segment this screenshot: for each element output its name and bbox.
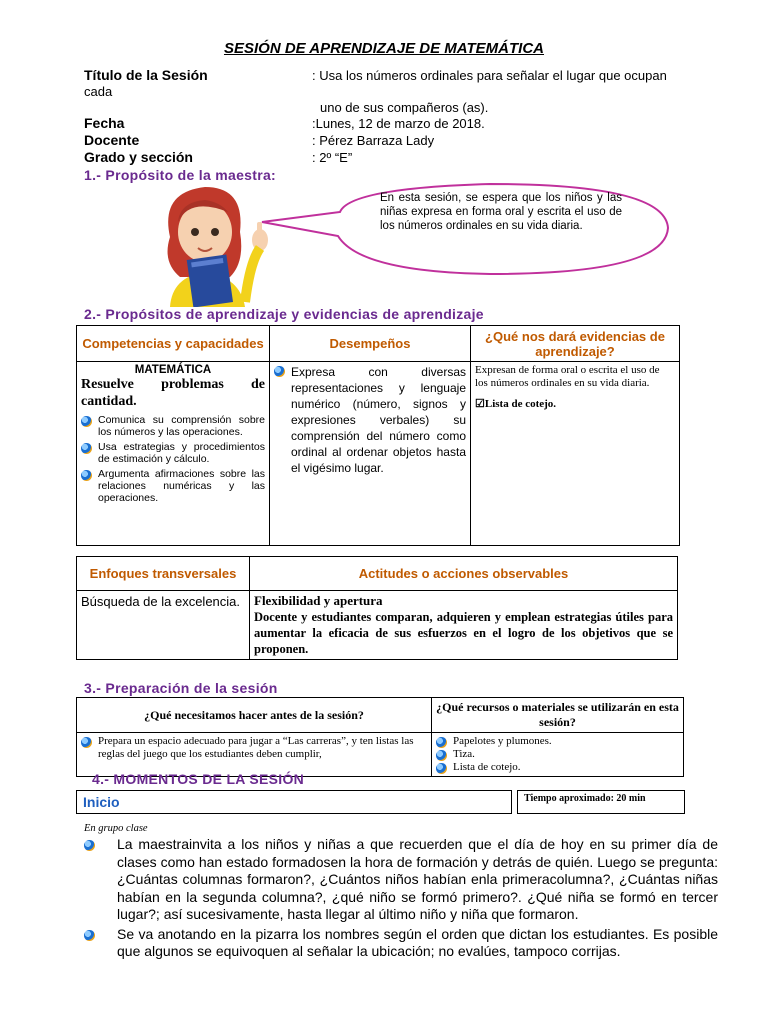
titulo-value: : Usa los números ordinales para señalar el lugar que ocupan: [312, 68, 667, 83]
bullet-icon: [436, 737, 447, 748]
capacidad-item: Comunica su comprensión sobre los números y las operaciones.: [81, 414, 265, 438]
fecha-label: Fecha: [84, 115, 125, 131]
titulo-value-wrap: cada: [84, 84, 113, 99]
titulo-value-2: uno de sus compañeros (as).: [320, 100, 489, 115]
grado-label: Grado y sección: [84, 149, 193, 165]
capacidad-item: Usa estrategias y procedimientos de estimación y cálculo.: [81, 441, 265, 465]
bullet-icon: [436, 750, 447, 761]
titulo-label: Título de la Sesión: [84, 67, 208, 83]
capacidad-item: Argumenta afirmaciones sobre las relaciones numéricas y las operaciones.: [81, 468, 265, 504]
section3-title: 3.- Preparación de la sesión: [84, 680, 278, 696]
preparacion-table: [76, 697, 684, 777]
bullet-icon: [81, 443, 92, 454]
col-competencias: Competencias y capacidades: [77, 326, 270, 362]
instrumento-text: ☑Lista de cotejo.: [475, 398, 557, 410]
bullet-icon: [436, 763, 447, 774]
col-antes: ¿Qué necesitamos hacer antes de la sesión?: [77, 698, 432, 733]
actitud-text: Docente y estudiantes comparan, adquieren y emplean estrategias útiles para aumentar la eficacia de sus esfuerzos en el logro de los objetivos que se proponen.: [254, 610, 673, 656]
competencia-name: Resuelve problemas de cantidad.: [81, 377, 265, 409]
grupo-clase: En grupo clase: [84, 823, 148, 834]
materiales-cell: [432, 733, 684, 777]
section4-title: 4.- MOMENTOS DE LA SESIÓN: [92, 771, 305, 787]
material-item: Lista de cotejo.: [436, 761, 679, 774]
col-enfoques: Enfoques transversales: [77, 557, 250, 591]
paragraph-item: Se va anotando en la pizarra los nombres según el orden que dictan los estudiantes. Es posible que algunos se equivoquen al señalar la ubicación; no evalúes, tampoco corrijas.: [84, 926, 718, 961]
paragraph-item: La maestrainvita a los niños y niñas a que recuerden que el día de hoy en su primer día de clases como han estado formadosen la hora de formación y detrás de quién. Luego se pregunta: ¿Cuántas columnas formaron?, ¿Cuántos niños habían enla primeracolumna?, ¿Cuántas niñas habían en la segunda columna?, ¿qué niño se formó primero?. ¿Qué niña se formó en tercer lugar?; así sucesivamente, hasta llegar al último niño y niña que formaron.: [84, 836, 718, 924]
bullet-icon: [81, 470, 92, 481]
material-item: Papelotes y plumones.: [436, 735, 679, 748]
bullet-icon: [84, 930, 95, 941]
col-actitudes: Actitudes o acciones observables: [250, 557, 678, 591]
speech-text: En esta sesión, se espera que los niños y las niñas expresa en forma oral y escrita el uso de los números ordinales en su vida diaria.: [380, 192, 622, 232]
learning-table: [76, 325, 680, 546]
actitud-title: Flexibilidad y apertura: [254, 593, 383, 608]
antes-cell: [77, 733, 432, 777]
actitud-cell: [250, 591, 678, 660]
bullet-icon: [81, 737, 92, 748]
col-desempenos: Desempeños: [270, 326, 471, 362]
col-materiales: ¿Qué recursos o materiales se utilizarán en esta sesión?: [432, 698, 684, 733]
fecha-value: :Lunes, 12 de marzo de 2018.: [312, 116, 485, 131]
desempenos-cell: [270, 362, 471, 546]
bullet-icon: [84, 840, 95, 851]
enfoque-cell: Búsqueda de la excelencia.: [77, 591, 250, 660]
grado-value: : 2º “E”: [312, 150, 353, 165]
material-item: Tiza.: [436, 748, 679, 761]
tiempo-box: Tiempo aproximado: 20 min: [517, 790, 685, 814]
bullet-icon: [274, 366, 285, 377]
evidencia-text: Expresan de forma oral o escrita el uso de los números ordinales en su vida diaria.: [475, 364, 660, 389]
desempeno-item: Expresa con diversas representaciones y lenguaje numérico (número, signos y expresiones verbales) su comprensión del número como ordinal al ordenar objetos hasta el vigésimo lugar.: [274, 364, 466, 476]
inicio-content: [84, 836, 718, 961]
col-evidencias: ¿Qué nos dará evidencias de aprendizaje?: [471, 326, 680, 362]
document-title: SESIÓN DE APRENDIZAJE DE MATEMÁTICA: [223, 40, 545, 57]
docente-value: : Pérez Barraza Lady: [312, 133, 435, 148]
inicio-label: Inicio: [83, 794, 120, 810]
area-name: MATEMÁTICA: [134, 364, 212, 376]
evidencias-cell: [471, 362, 680, 546]
docente-label: Docente: [84, 132, 140, 148]
antes-item: Prepara un espacio adecuado para jugar a “Las carreras”, y ten listas las reglas del juego que los estudiantes deben cumplir,: [81, 735, 427, 761]
section1-title: 1.- Propósito de la maestra:: [84, 167, 277, 183]
competencias-cell: [77, 362, 270, 546]
inicio-box: [76, 790, 512, 814]
enfoques-table: [76, 556, 678, 660]
bullet-icon: [81, 416, 92, 427]
section2-title: 2.- Propósitos de aprendizaje y evidencias de aprendizaje: [84, 306, 484, 322]
